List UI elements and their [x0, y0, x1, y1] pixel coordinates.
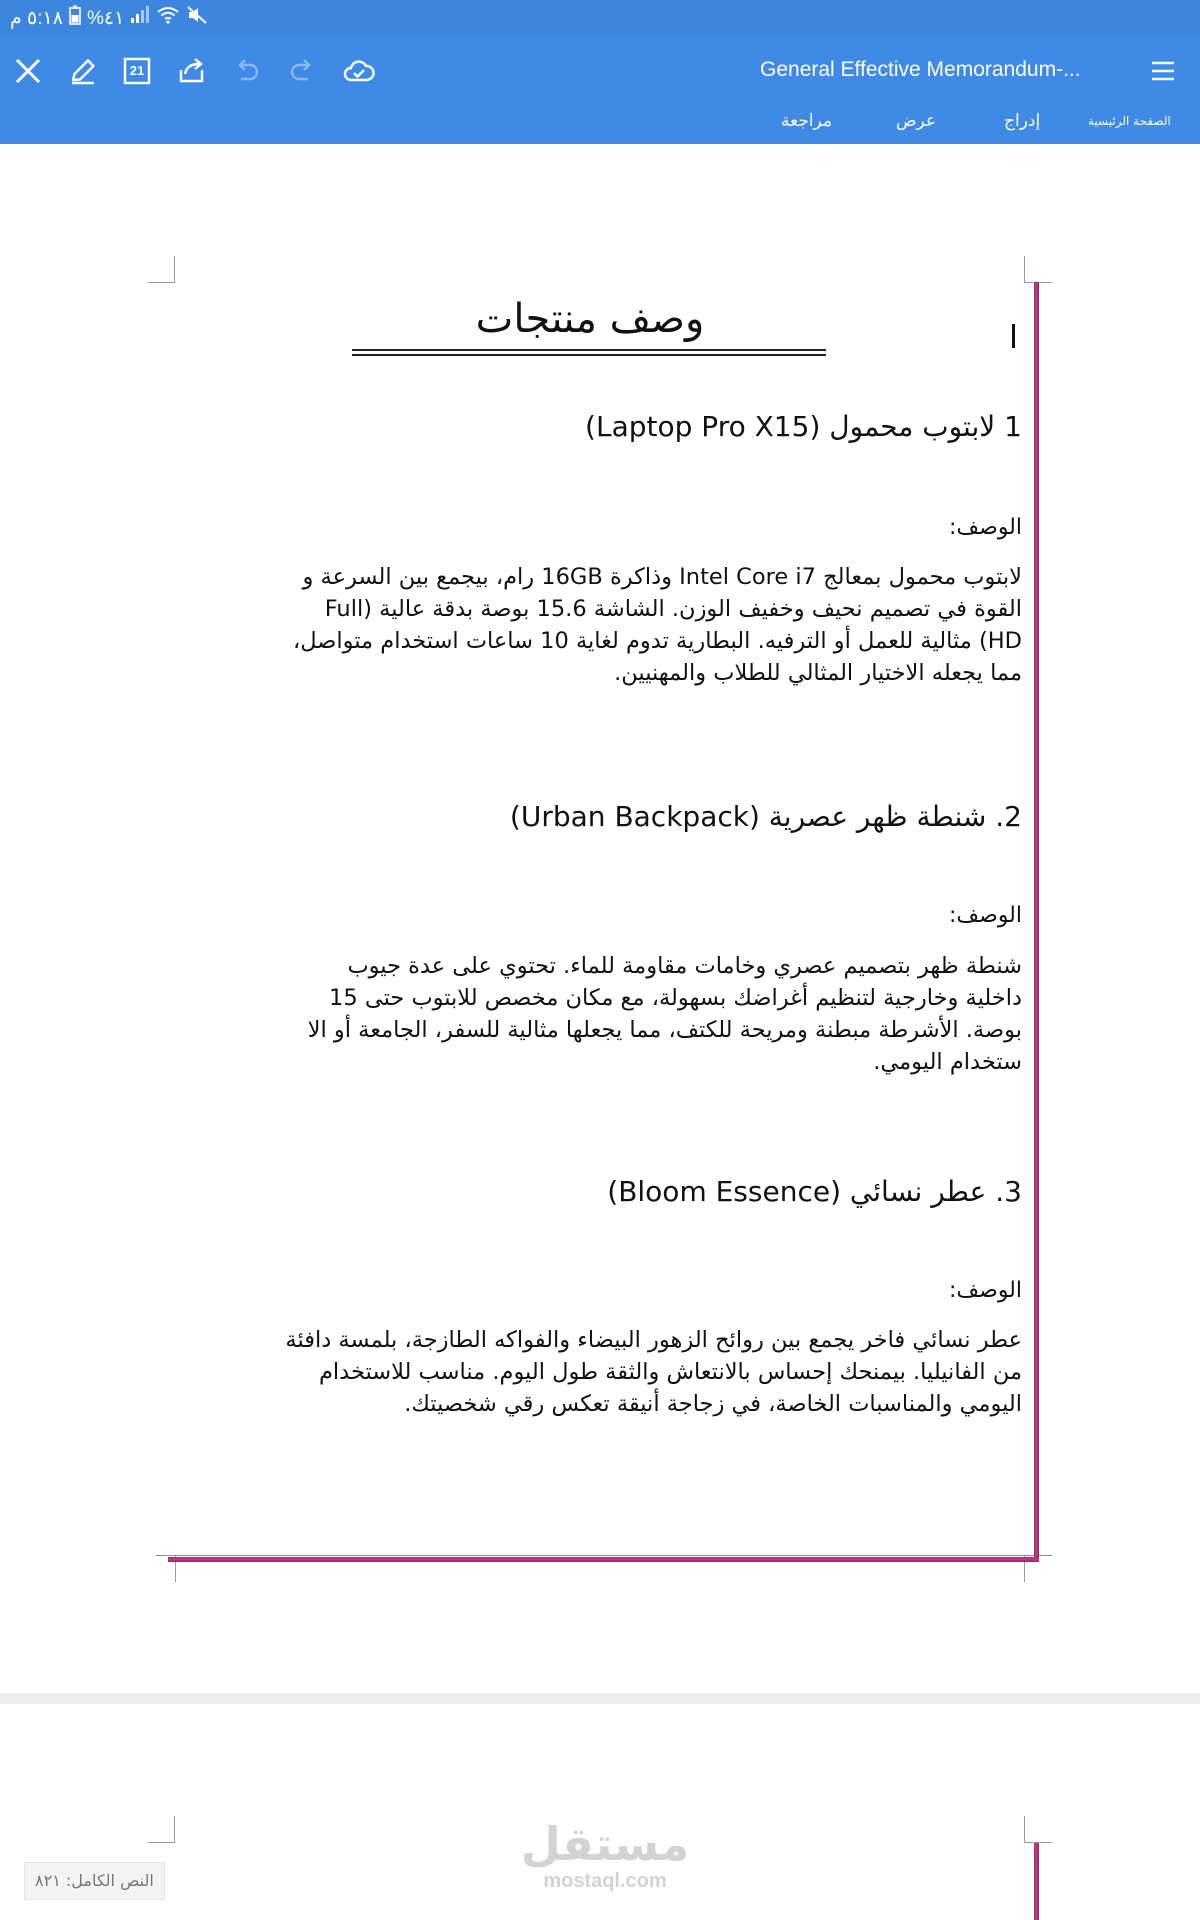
share-icon[interactable]: [169, 48, 215, 94]
paragraph-line: مما يجعله الاختيار المثالي للطلاب والمهنيين.: [614, 660, 1022, 686]
time-label: ٥:١٨ م: [10, 7, 63, 29]
tab-view[interactable]: عرض: [896, 111, 937, 131]
page-count-badge: 21: [129, 63, 145, 78]
tab-home[interactable]: الصفحة الرئيسية: [1088, 114, 1171, 128]
page-count-icon[interactable]: [114, 48, 160, 94]
app-toolbar: [0, 36, 1200, 144]
page-border-right: [1034, 282, 1039, 1562]
crop-mark: [148, 1842, 175, 1843]
section-paragraph: [172, 950, 1022, 1078]
section-paragraph: [172, 561, 1022, 689]
page-border-bottom: [168, 1557, 1039, 1562]
section-label: الوصف:: [948, 1278, 1022, 1303]
wifi-icon: [156, 6, 180, 30]
signal-icon: [130, 6, 150, 30]
page-title: وصف منتجات: [475, 296, 705, 342]
title-underline: [352, 354, 826, 356]
page-border-line: [156, 1555, 1052, 1556]
word-count-badge[interactable]: النص الكامل: ٨٢١: [24, 1862, 165, 1900]
edit-pen-icon[interactable]: [60, 48, 106, 94]
paragraph-line: عطر نسائي فاخر يجمع بين روائح الزهور البيضاء والفواكه الطازجة، بلمسة دافئة: [285, 1327, 1022, 1353]
menu-icon[interactable]: [1140, 48, 1186, 94]
watermark: [510, 1818, 700, 1892]
paragraph-line: شنطة ظهر بتصميم عصري وخامات مقاومة للماء. تحتوي على عدة جيوب: [347, 953, 1022, 979]
page-separator: [0, 1693, 1200, 1704]
battery-percent: %٤١: [86, 7, 125, 29]
section-heading: 1 لابتوب محمول (Laptop Pro X15): [585, 410, 1022, 443]
text-cursor: [1012, 324, 1015, 348]
document-title[interactable]: General Effective Memorandum-...: [760, 58, 1081, 81]
section-heading: 2. شنطة ظهر عصرية (Urban Backpack): [509, 800, 1022, 833]
paragraph-line: HD) مثالية للعمل أو الترفيه. البطارية تدوم لغاية 10 ساعات استخدام متواصل،: [292, 628, 1022, 654]
tab-review[interactable]: مراجعة: [781, 111, 833, 131]
section-label: الوصف:: [948, 903, 1022, 928]
title-underline: [352, 349, 826, 351]
crop-mark: [174, 256, 175, 282]
status-left-group: [10, 4, 208, 32]
crop-mark: [174, 1816, 175, 1842]
mute-icon: [186, 5, 208, 31]
close-icon[interactable]: [5, 48, 51, 94]
redo-icon[interactable]: [279, 48, 325, 94]
paragraph-line: لابتوب محمول بمعالج Intel Core i7 وذاكرة 16GB رام، بيجمع بين السرعة و: [302, 564, 1022, 590]
section-heading: 3. عطر نسائي (Bloom Essence): [607, 1175, 1022, 1208]
watermark-logo: مستقل: [520, 1817, 690, 1871]
crop-mark: [1024, 256, 1025, 282]
paragraph-line: داخلية وخارجية لتنظيم أغراضك بسهولة، مع مكان مخصص للابتوب حتى 15: [329, 985, 1022, 1011]
paragraph-line: ستخدام اليومي.: [873, 1049, 1022, 1075]
crop-mark: [148, 282, 175, 283]
cloud-save-icon[interactable]: [336, 48, 382, 94]
tab-insert[interactable]: إدراج: [1004, 111, 1041, 131]
battery-icon: [69, 5, 81, 31]
paragraph-line: من الفانيليا. بيمنحك إحساس بالانتعاش والثقة طول اليوم. مناسب للاستخدام: [318, 1359, 1022, 1385]
section-paragraph: [172, 1324, 1022, 1420]
crop-mark: [1024, 1816, 1025, 1842]
paragraph-line: بوصة. الأشرطة مبطنة ومريحة للكتف، مما يجعلها مثالية للسفر، الجامعة أو الا: [307, 1017, 1022, 1043]
status-bar: [0, 0, 1200, 36]
watermark-url: mostaql.com: [543, 1870, 667, 1892]
undo-icon[interactable]: [224, 48, 270, 94]
page-border-right: [1034, 1843, 1039, 1920]
section-label: الوصف:: [948, 515, 1022, 540]
paragraph-line: اليومي والمناسبات الخاصة، في زجاجة أنيقة تعكس رقي شخصيتك.: [404, 1391, 1022, 1417]
paragraph-line: القوة في تصميم نحيف وخفيف الوزن. الشاشة 15.6 بوصة بدقة عالية (Full: [324, 596, 1022, 622]
